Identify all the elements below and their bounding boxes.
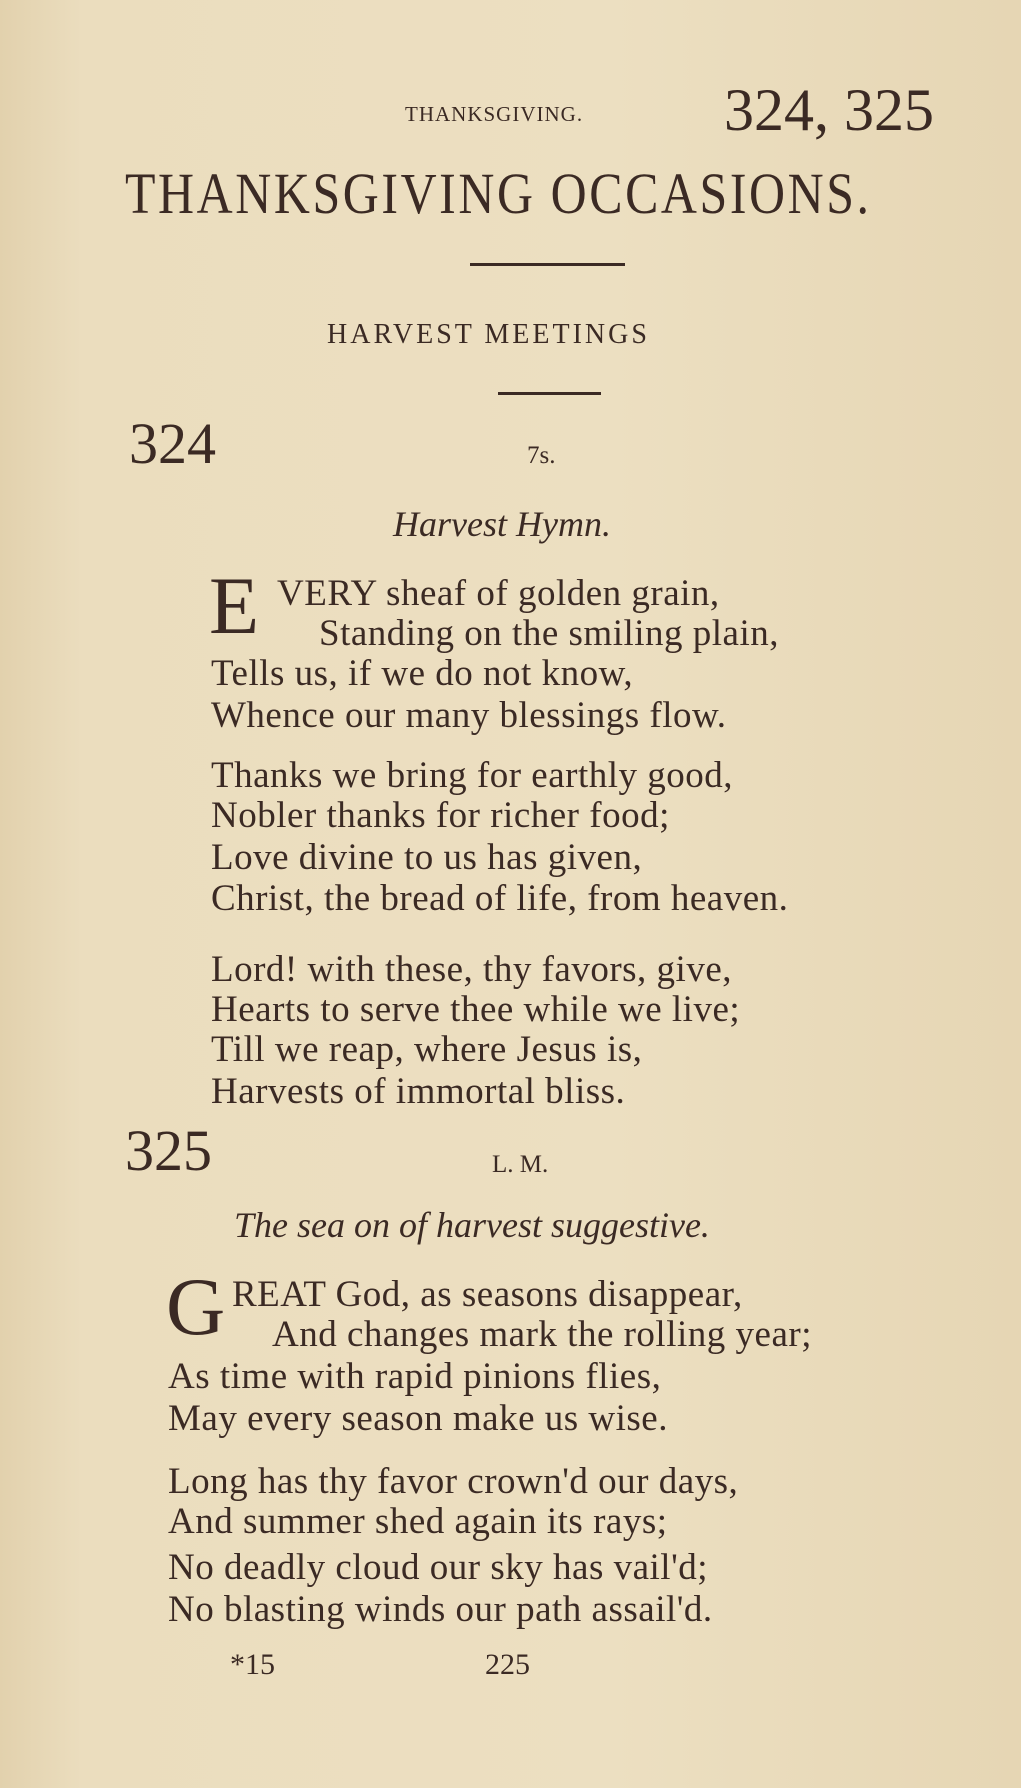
verse-line: Standing on the smiling plain, [319,613,780,654]
subsection-title: HARVEST MEETINGS [327,319,650,350]
section-title: THANKSGIVING OCCASIONS. [125,161,872,226]
verse-line: Lord! with these, thy favors, give, [211,949,732,990]
running-head: THANKSGIVING. [405,102,584,126]
hymn-title: The sea on of harvest suggestive. [234,1205,710,1245]
verse-line: Till we reap, where Jesus is, [211,1029,643,1070]
signature-mark: *15 [230,1648,275,1681]
verse-line: Nobler thanks for richer food; [211,795,670,836]
verse-line: Thanks we bring for earthly good, [211,755,734,796]
drop-cap: E [209,560,260,651]
verse-line: No blasting winds our path assail'd. [168,1589,713,1630]
verse-line: And summer shed again its rays; [168,1501,668,1542]
verse-line: May every season make us wise. [168,1398,668,1439]
hymn-number: 324 [129,411,216,476]
divider [498,392,601,395]
verse-line: Harvests of immortal bliss. [211,1071,626,1112]
verse-line: Hearts to serve thee while we live; [211,989,741,1030]
hymn-meter: L. M. [492,1151,549,1178]
verse-line: VERY sheaf of golden grain, [277,573,720,614]
verse-line: And changes mark the rolling year; [272,1314,812,1355]
verse-line: No deadly cloud our sky has vail'd; [168,1547,709,1588]
hymn-title: Harvest Hymn. [393,504,611,544]
verse-line: Long has thy favor crown'd our days, [168,1461,739,1502]
page-number: 225 [485,1648,530,1681]
hymn-meter: 7s. [527,442,556,469]
drop-cap: G [166,1261,226,1352]
verse-line: REAT God, as seasons disappear, [232,1274,743,1315]
verse-line: Tells us, if we do not know, [211,653,634,694]
verse-line: Whence our many blessings flow. [211,695,727,736]
verse-line: Love divine to us has given, [211,837,643,878]
verse-line: Christ, the bread of life, from heaven. [211,878,789,919]
divider [470,263,625,266]
verse-line: As time with rapid pinions flies, [168,1356,662,1397]
hymn-numbers-header: 324, 325 [724,77,934,143]
hymn-number: 325 [125,1118,212,1183]
